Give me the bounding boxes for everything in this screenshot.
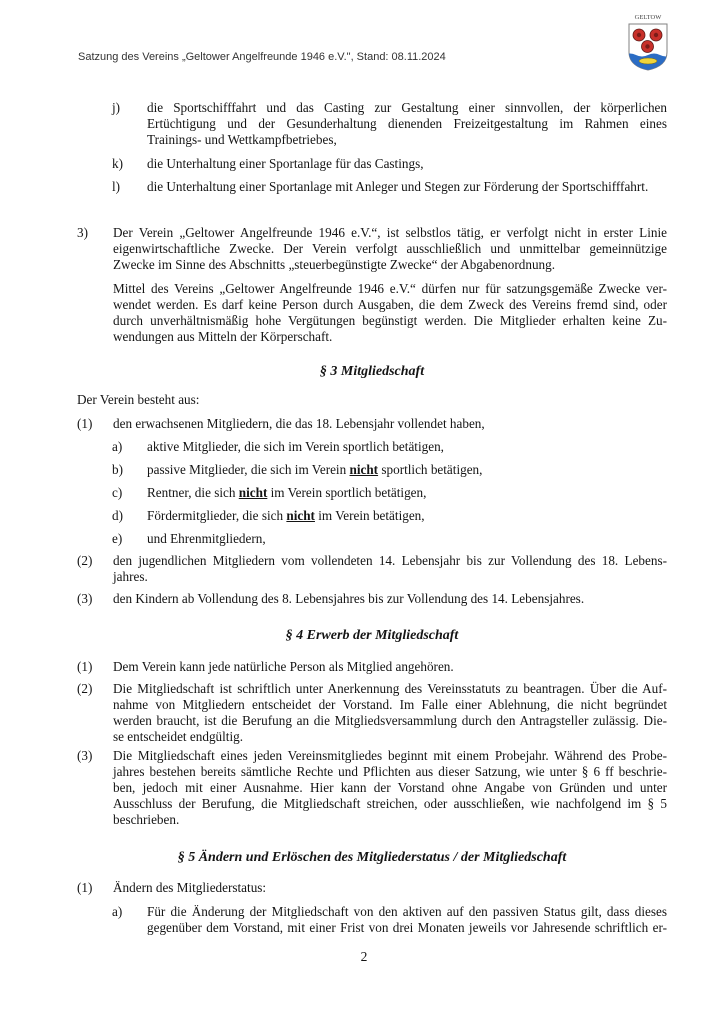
clause-paragraph: [113, 281, 667, 345]
item-label: (1): [77, 416, 93, 431]
item-text: [147, 508, 667, 524]
text-line: jahres bestehen bereits sämtliche Rechte und Pflichten aus dieser Satzung, wie unter § 6 ff beschrie-: [113, 764, 667, 779]
text-line: Der Verein „Geltower Angelfreunde 1946 e.V.“, ist selbstlos tätig, er verfolgt nicht in erster Linie: [113, 225, 667, 240]
clause-paragraph: [113, 225, 667, 273]
text-segment: Fördermitglieder, die sich: [147, 508, 287, 523]
item-text: [147, 904, 667, 936]
logo-text: GELTOW: [634, 14, 662, 21]
item-label: l): [112, 179, 121, 194]
text-line: nahme von Mitgliedern entscheidet der Vorstand. Im Falle einer Ablehnung, die nicht begründet: [113, 697, 667, 712]
emphasis-text: nicht: [286, 508, 315, 523]
text-line: und Ehrenmitgliedern,: [147, 531, 266, 546]
item-label: (1): [77, 659, 93, 674]
item-text: [147, 100, 667, 148]
fish-icon: [639, 58, 657, 64]
text-line: Trainings- und Wettkampfbetriebes,: [147, 132, 337, 147]
item-label: a): [112, 904, 123, 919]
rose-icon: [633, 29, 645, 41]
item-text: [113, 748, 667, 828]
item-text: [147, 179, 667, 195]
item-text: [147, 531, 667, 547]
text-line: die Sportschifffahrt und das Casting zur Gestaltung einer sinnvollen, der körperlichen: [147, 100, 667, 115]
section-heading-5: § 5 Ändern und Erlöschen des Mitgliederstatus / der Mitgliedschaft: [177, 850, 567, 865]
text-segment: Rentner, die sich: [147, 485, 239, 500]
text-line: aktive Mitglieder, die sich im Verein sportlich betätigen,: [147, 439, 444, 454]
item-text: [113, 880, 667, 896]
text-line: Ändern des Mitgliederstatus:: [113, 880, 267, 895]
text-segment: im Verein sportlich betätigen,: [267, 485, 427, 500]
item-label: j): [112, 100, 121, 115]
item-text: [113, 681, 667, 745]
text-line: Dem Verein kann jede natürliche Person als Mitglied angehören.: [113, 659, 454, 674]
text-line: Ausschluss der Berufung, die Mitgliedschaft streichen, oder ausschließen, wie nachfolgend im § 5: [113, 796, 667, 811]
text-line: gegenüber dem Vorstand, mit einer Frist von drei Monaten jeweils vor Jahresende schriftlich er-: [147, 920, 667, 935]
text-line: den erwachsenen Mitgliedern, die das 18. Lebensjahr vollendet haben,: [113, 416, 485, 431]
item-label: a): [112, 439, 123, 454]
text-line: Mittel des Vereins „Geltower Angelfreunde 1946 e.V.“ dürfen nur für satzungsgemäße Zwecke ver-: [113, 281, 667, 296]
text-line: werden braucht, ist die Berufung an die Mitgliedsversammlung durch den Antragsteller zulässig. Die-: [113, 713, 667, 728]
text-line: durch unverhältnismäßig hohe Vergütungen begünstigt werden. Die Mitglieder erhalten keine Zu-: [113, 313, 667, 328]
item-label: k): [112, 156, 123, 171]
item-text: [113, 591, 667, 607]
item-text: [147, 485, 667, 501]
item-label: b): [112, 462, 123, 477]
item-text: [147, 156, 667, 172]
text-segment: sportlich betätigen,: [378, 462, 483, 477]
text-line: Ertüchtigung und der Gesunderhaltung dienenden Freizeitgestaltung im Rahmen eines: [147, 116, 667, 131]
text-line: [147, 485, 667, 501]
text-segment: im Verein betätigen,: [314, 508, 425, 523]
text-line: [147, 508, 667, 524]
text-line: Zwecke im Sinne des Abschnitts „steuerbegünstigte Zwecke“ der Abgabenordnung.: [113, 257, 556, 272]
page-number: 2: [360, 949, 368, 964]
text-line: den Kindern ab Vollendung des 8. Lebensjahres bis zur Vollendung des 14. Lebensjahres.: [113, 591, 585, 606]
text-line: den jugendlichen Mitgliedern vom vollendeten 14. Lebensjahr bis zur Vollendung des 18. Lebens-: [113, 553, 667, 568]
rose-icon: [642, 41, 654, 53]
item-text: [113, 659, 667, 675]
text-line: Die Mitgliedschaft ist schriftlich unter Anerkennung des Vereinsstatuts zu beantragen. Über die Auf-: [113, 681, 667, 696]
clause-label: 3): [77, 225, 88, 240]
text-line: die Unterhaltung einer Sportanlage für das Castings,: [147, 156, 424, 171]
intro-text: Der Verein besteht aus:: [77, 392, 200, 407]
text-line: [147, 462, 667, 478]
item-label: e): [112, 531, 123, 546]
text-line: eigenwirtschaftliche Zwecke. Der Verein verfolgt ausschließlich und unmittelbar gemeinnützige: [113, 241, 667, 256]
item-label: (3): [77, 591, 93, 606]
text-line: se entscheidet endgültig.: [113, 729, 244, 744]
text-line: wendungen aus Mitteln der Körperschaft.: [113, 329, 333, 344]
running-header: Satzung des Vereins „Geltower Angelfreunde 1946 e.V.", Stand: 08.11.2024: [78, 51, 446, 63]
item-text: [113, 553, 667, 585]
emphasis-text: nicht: [349, 462, 379, 477]
text-line: Für die Änderung der Mitgliedschaft von den aktiven auf den passiven Status gilt, dass dieses: [147, 904, 667, 919]
coat-of-arms-logo: [624, 10, 672, 72]
text-line: Die Mitgliedschaft eines jeden Vereinsmitgliedes beginnt mit einem Probejahr. Während des Probe-: [113, 748, 667, 763]
item-label: c): [112, 485, 123, 500]
item-label: d): [112, 508, 123, 523]
text-line: jahres.: [113, 569, 148, 584]
emphasis-text: nicht: [238, 485, 268, 500]
text-line: beschrieben.: [113, 812, 180, 827]
text-line: wendet werden. Es darf keine Person durch Ausgaben, die dem Zweck des Vereins fremd sind, oder: [113, 297, 667, 312]
text-line: die Unterhaltung einer Sportanlage mit Anleger und Stegen zur Förderung der Sportschifffahrt.: [147, 179, 649, 194]
rose-icon: [650, 29, 662, 41]
text-line: ben, jedoch mit einer Ausnahme. Hier kann der Vorstand ohne Angabe von Gründen und unter: [113, 780, 667, 795]
item-text: [113, 416, 667, 432]
section-heading-4: § 4 Erwerb der Mitgliedschaft: [285, 628, 459, 643]
item-text: [147, 439, 667, 455]
text-segment: passive Mitglieder, die sich im Verein: [147, 462, 350, 477]
item-label: (2): [77, 553, 93, 568]
item-label: (2): [77, 681, 93, 696]
item-label: (3): [77, 748, 93, 763]
item-text: [147, 462, 667, 478]
item-label: (1): [77, 880, 93, 895]
section-heading-3: § 3 Mitgliedschaft: [319, 364, 425, 379]
